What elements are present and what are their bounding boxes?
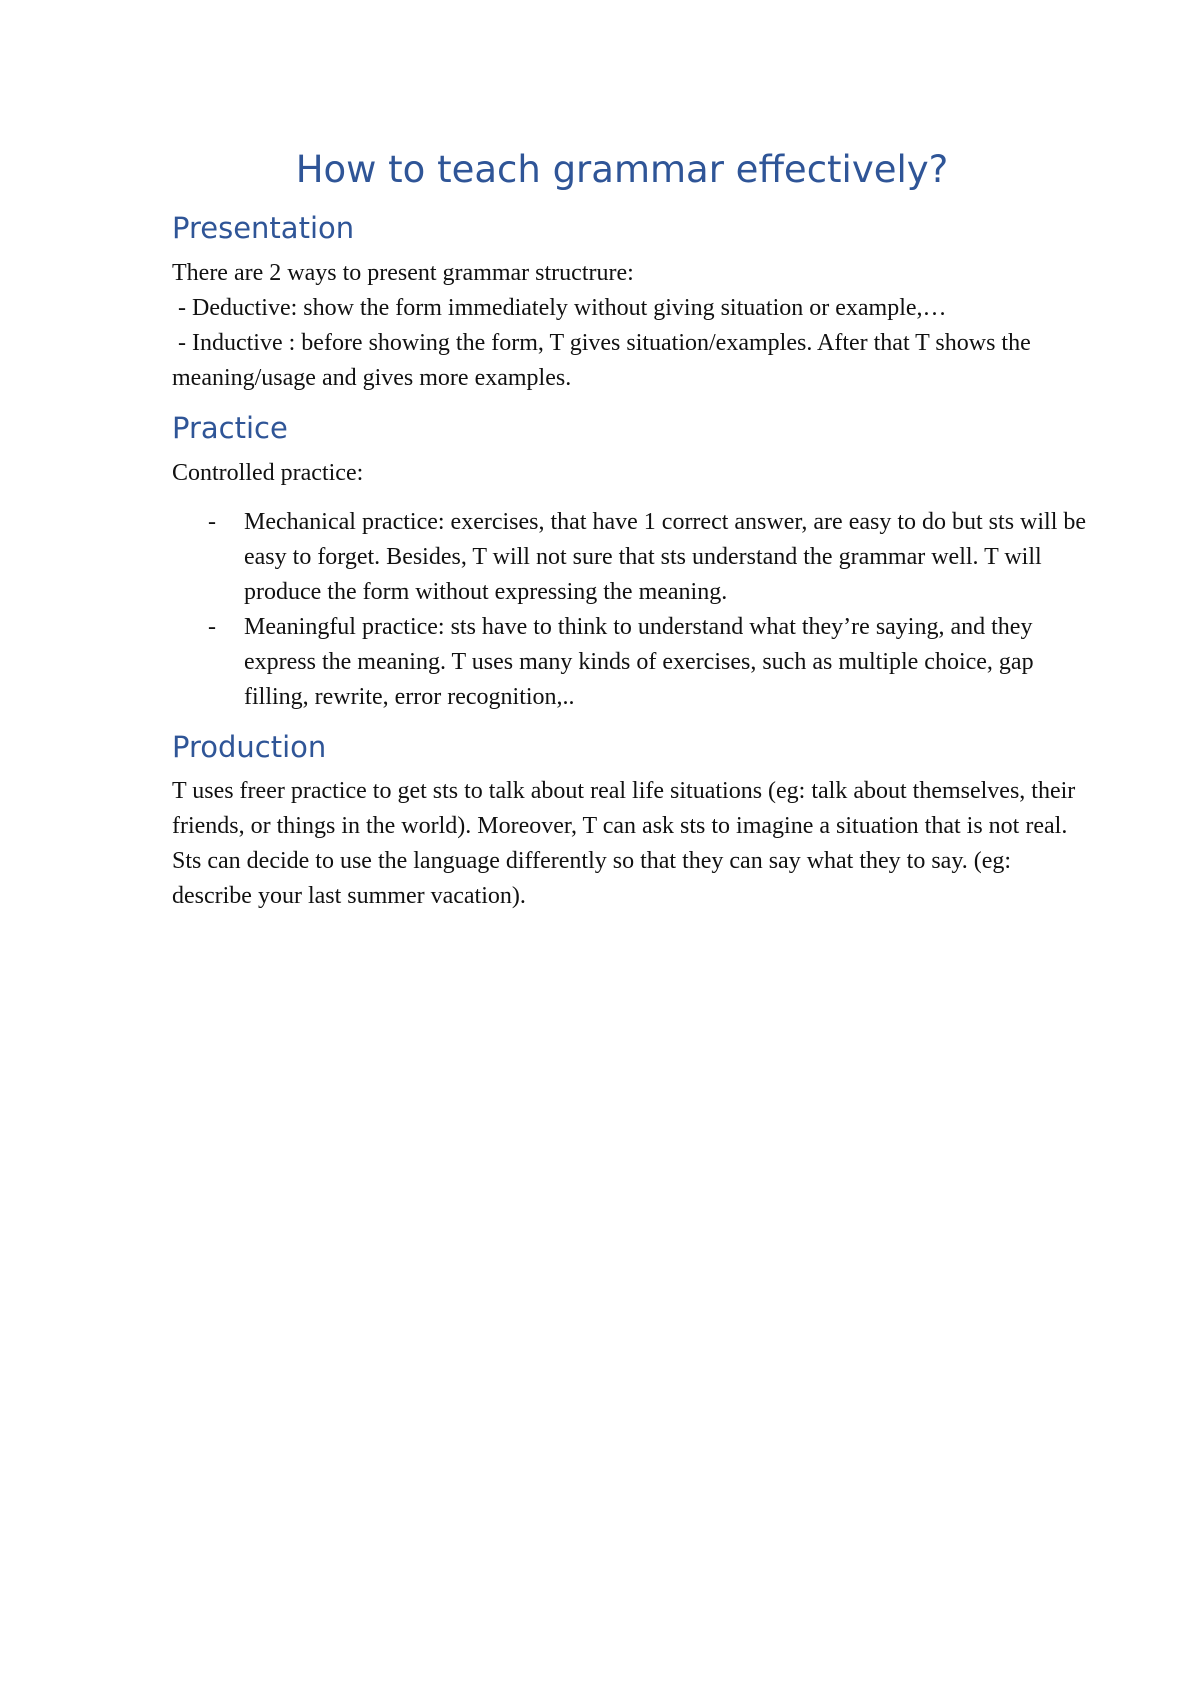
list-dash: - (208, 613, 216, 640)
heading-presentation: Presentation (172, 211, 355, 246)
practice-body (172, 456, 1092, 715)
list-item-text: Meaningful practice: sts have to think to understand what they’re saying, and they express the meaning. T uses many kinds of exercises, such as multiple choice, gap filling, rewrite, error recognition,.. (244, 613, 1034, 710)
presentation-intro: There are 2 ways to present grammar structrure: (172, 260, 634, 287)
presentation-body (172, 256, 1092, 396)
presentation-inductive: - Inductive : before showing the form, T gives situation/examples. After that T shows the meaning/usage and gives more examples. (172, 330, 1037, 392)
document-title: How to teach grammar effectively? (295, 148, 949, 191)
presentation-deductive: - Deductive: show the form immediately without giving situation or example,… (172, 295, 947, 322)
heading-production: Production (172, 729, 327, 764)
list-item-text: Mechanical practice: exercises, that have 1 correct answer, are easy to do but sts will be easy to forget. Besides, T will not sure that sts understand the grammar well. T will produce the form without expressing the meaning. (244, 508, 1087, 605)
practice-list (172, 505, 1092, 715)
list-dash: - (208, 508, 216, 535)
production-body (172, 774, 1092, 914)
document-content (172, 148, 1092, 914)
practice-intro: Controlled practice: (172, 459, 364, 486)
production-text: T uses freer practice to get sts to talk about real life situations (eg: talk about themselves, their friends, or things in the world). Moreover, T can ask sts to imagine a situation that is not real. Sts can decide to use the language differently so that they can say what they to say. (eg: describe your last summer vacation). (172, 778, 1076, 910)
heading-practice: Practice (172, 411, 288, 446)
list-item (208, 610, 1092, 715)
list-item (208, 505, 1092, 610)
